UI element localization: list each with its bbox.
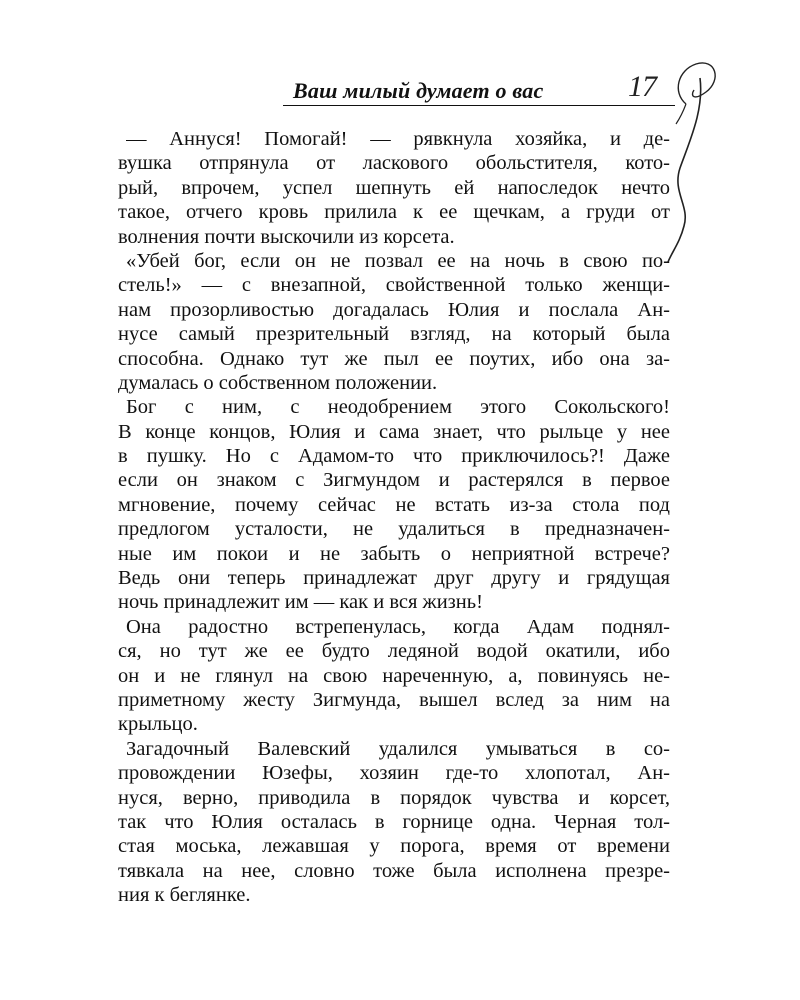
- text-line: так что Юлия осталась в горнице одна. Черная тол-: [118, 810, 670, 833]
- body-text: [118, 127, 670, 908]
- paragraph: [118, 737, 670, 908]
- text-line: Ведь они теперь принадлежат друг другу и грядущая: [118, 567, 670, 590]
- page-number: 17: [628, 70, 656, 103]
- text-line: стая моська, лежавшая у порога, время от времени: [118, 835, 670, 858]
- text-line: волнения почти выскочили из корсета.: [118, 225, 455, 248]
- text-line: В конце концов, Юлия и сама знает, что рыльце у нее: [118, 420, 670, 443]
- paragraph: [118, 127, 670, 249]
- text-line: в пушку. Но с Адамом-то что приключилось?! Даже: [118, 445, 670, 468]
- running-header: [283, 74, 675, 106]
- text-line: ся, но тут же ее будто ледяной водой окатили, ибо: [118, 640, 670, 663]
- text-line: нуся, верно, приводила в порядок чувства и корсет,: [118, 786, 670, 809]
- text-line: думалась о собственном положении.: [118, 371, 438, 394]
- text-line: — Аннуся! Помогай! — рявкнула хозяйка, и де-: [126, 128, 670, 150]
- paragraph: [118, 249, 670, 395]
- text-line: ночь принадлежит им — как и вся жизнь!: [118, 591, 483, 614]
- text-line: предлогом усталости, не удалиться в предназначен-: [118, 518, 670, 541]
- text-line: нам прозорливостью догадалась Юлия и послала Ан-: [118, 298, 670, 321]
- text-line: Она радостно встрепенулась, когда Адам поднял-: [126, 615, 670, 638]
- text-line: тявкала на нее, словно тоже была исполнена презре-: [118, 859, 670, 882]
- text-line: Загадочный Валевский удалился умываться в со-: [126, 737, 670, 760]
- text-line: приметному жесту Зигмунда, вышел вслед за ним на: [118, 688, 670, 711]
- text-line: провождении Юзефы, хозяин где-то хлопотал, Ан-: [118, 762, 670, 785]
- running-title: Ваш милый думает о вас: [293, 78, 544, 103]
- text-line: способна. Однако тут же пыл ее поутих, ибо она за-: [118, 347, 670, 370]
- text-line: если он знаком с Зигмундом и растерялся в первое: [118, 469, 670, 492]
- text-line: рый, впрочем, успел шепнуть ей напоследок нечто: [118, 176, 670, 199]
- paragraph: [118, 615, 670, 737]
- text-line: «Убей бог, если он не позвал ее на ночь в свою по-: [126, 249, 670, 272]
- text-line: Бог с ним, с неодобрением этого Сокольского!: [126, 396, 670, 419]
- text-line: ные им покои и не забыть о неприятной встрече?: [118, 542, 670, 565]
- text-line: стель!» — с внезапной, свойственной только женщи-: [118, 274, 670, 297]
- text-line: он и не глянул на свою нареченную, а, повинуясь не-: [118, 664, 670, 687]
- text-line: такое, отчего кровь прилила к ее щечкам, а груди от: [118, 201, 670, 224]
- text-line: вушка отпрянула от ласкового обольстителя, кото-: [118, 152, 670, 175]
- text-line: мгновение, почему сейчас не встать из-за стола под: [118, 493, 670, 516]
- text-line: ния к беглянке.: [118, 884, 251, 907]
- text-line: крыльцо.: [118, 713, 198, 736]
- header-rule: [283, 105, 675, 106]
- paragraph: [118, 395, 670, 615]
- text-line: нусе самый презрительный взгляд, на который была: [118, 323, 670, 346]
